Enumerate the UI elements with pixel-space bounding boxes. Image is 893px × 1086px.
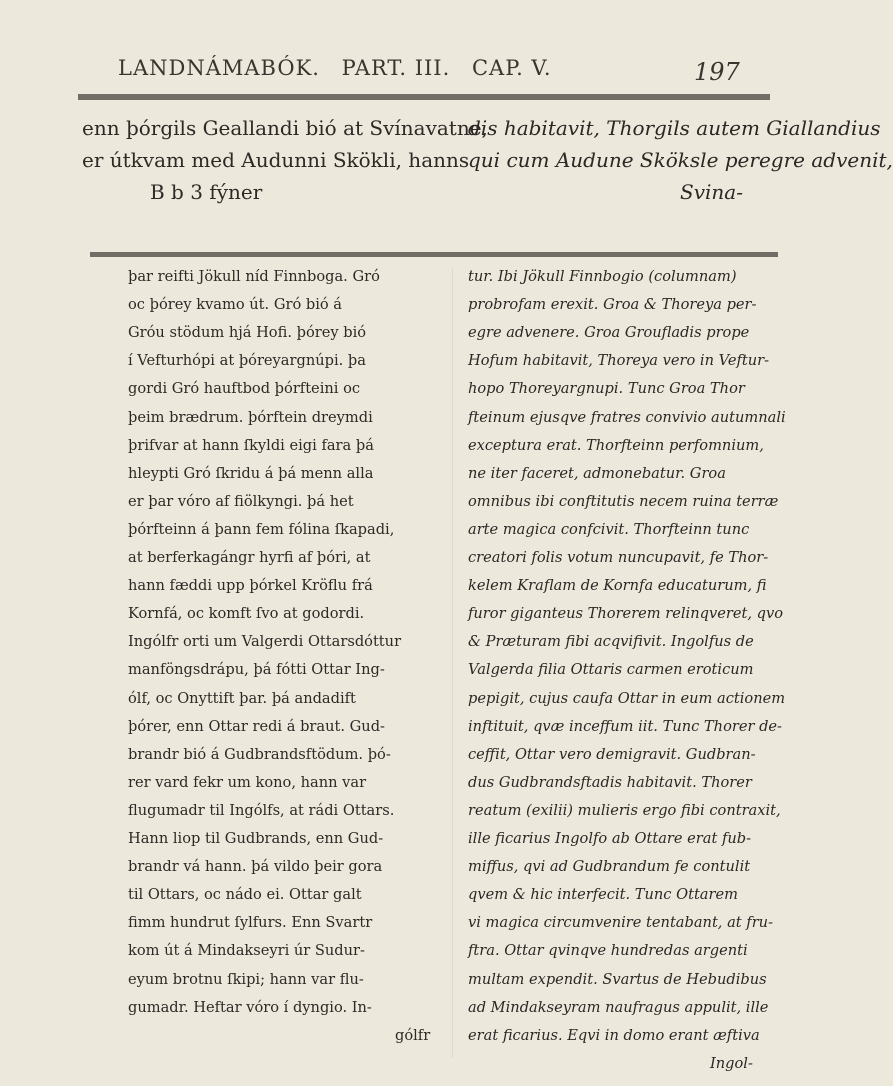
latin-line: ille ficarius Ingolfo ab Ottare erat fub- — [468, 830, 752, 847]
icelandic-line: Hann liop til Gudbrands, enn Gud- — [128, 830, 384, 847]
top-icelandic-line: enn þórgils Geallandi bió at Svínavatne, — [82, 116, 488, 140]
latin-line: vi magica circumvenire tentabant, at fru- — [468, 914, 774, 932]
icelandic-line: fimm hundrut ſylfurs. Enn Svartr — [128, 914, 373, 932]
icelandic-line: brandr vá hann. þá vildo þeir gora — [128, 858, 383, 876]
latin-line: egre advenere. Groa Groufladis prope — [468, 324, 750, 342]
icelandic-line: rer vard fekr um kono, hann var — [128, 773, 367, 791]
latin-line: ftra. Ottar qvinqve hundredas argenti — [468, 942, 748, 960]
latin-line: Hofum habitavit, Thoreya vero in Veftur- — [468, 352, 770, 370]
icelandic-line: er þar vóro af fiölkyngi. þá het — [128, 492, 354, 510]
latin-line: miffus, qvi ad Gudbrandum fe contulit — [468, 858, 751, 876]
icelandic-line: ólf, oc Onyttift þar. þá andadift — [128, 689, 356, 707]
latin-line: ad Mindakseyram naufragus appulit, ille — [468, 998, 769, 1016]
latin-line: ceffit, Ottar vero demigravit. Gudbran- — [468, 745, 756, 763]
icelandic-line: í Vefturhópi at þóreyargnúpi. þa — [128, 352, 366, 370]
icelandic-line: manföngsdrápu, þá fótti Ottar Ing- — [128, 661, 385, 679]
icelandic-line: flugumadr til Ingólfs, at rádi Ottars. — [128, 801, 395, 819]
icelandic-line: hann fæddi upp þórkel Kröflu frá — [128, 577, 373, 595]
icelandic-line: brandr bió á Gudbrandsftödum. þó- — [128, 745, 391, 763]
part-label: PART. III. — [341, 56, 451, 80]
icelandic-line: þrifvar at hann ſkyldi eigi fara þá — [128, 436, 374, 454]
latin-line: hopo Thoreyargnupi. Tunc Groa Thor — [468, 380, 745, 398]
latin-line: erat ficarius. Eqvi in domo erant æftiva — [468, 1026, 760, 1044]
latin-line: dus Gudbrandsftadis habitavit. Thorer — [468, 773, 752, 791]
latin-line: inftituit, qvæ inceffum iit. Tunc Thorer de- — [468, 717, 782, 735]
icelandic-line: gordi Gró hauftbod þórfteini oc — [128, 380, 361, 398]
latin-line: kelem Kraflam de Kornfa educaturum, fi — [468, 577, 767, 595]
icelandic-line: oc þórey kvamo út. Gró bió á — [128, 296, 343, 314]
latin-line: ne iter faceret, admonebatur. Groa — [468, 464, 726, 482]
latin-line: pepigit, cujus caufa Ottar in eum actionem — [468, 689, 786, 707]
icelandic-line: eyum brotnu ſkipi; hann var flu- — [128, 970, 364, 988]
latin-line: creatori folis votum nuncupavit, fe Thor- — [468, 549, 769, 566]
latin-line: fteinum ejusqve fratres convivio autumnali — [468, 408, 786, 426]
latin-line: tur. Ibi Jökull Finnbogio (columnam) — [468, 268, 737, 285]
column-divider — [452, 268, 453, 1058]
top-latin-line: qui cum Audune Sköksle peregre advenit, — [468, 148, 893, 172]
icelandic-line: þórfteinn á þann fem fólina ſkapadi, — [128, 520, 395, 538]
latin-line: arte magica confcivit. Thorfteinn tunc — [468, 520, 750, 538]
icelandic-line: þórer, enn Ottar redi á braut. Gud- — [128, 717, 385, 735]
running-head — [118, 56, 566, 80]
latin-line: reatum (exilii) mulieris ergo fibi contraxit, — [468, 801, 781, 819]
icelandic-line: gólfr — [395, 1026, 431, 1044]
top-icelandic-line: er útkvam med Audunni Skökli, hanns — [82, 148, 470, 172]
latin-line: & Præturam fibi acqvifivit. Ingolfus de — [468, 633, 754, 651]
icelandic-line: þar reifti Jökull níd Finnboga. Gró — [128, 268, 380, 285]
latin-line: qvem & hic interfecit. Tunc Ottarem — [468, 886, 738, 904]
top-latin-line: Svina- — [680, 180, 743, 204]
latin-line: Ingol- — [710, 1054, 753, 1072]
icelandic-line: gumadr. Heftar vóro í dyngio. In- — [128, 998, 372, 1016]
latin-line: multam expendit. Svartus de Hebudibus — [468, 970, 767, 988]
header-rule — [78, 94, 770, 100]
icelandic-line: Kornfá, oc komft ſvo at godordi. — [128, 605, 365, 623]
icelandic-line: Ingólfr orti um Valgerdi Ottarsdóttur — [128, 633, 402, 651]
latin-line: Valgerda filia Ottaris carmen eroticum — [468, 661, 754, 679]
icelandic-line: hleypti Gró ſkridu á þá menn alla — [128, 464, 374, 482]
latin-line: probrofam erexit. Groa & Thoreya per- — [468, 296, 757, 314]
chapter-label: CAP. V. — [471, 56, 552, 80]
book-title: LANDNÁMABÓK. — [118, 56, 320, 80]
icelandic-line: þeim brædrum. þórftein dreymdi — [128, 408, 373, 426]
latin-line: exceptura erat. Thorfteinn perfomnium, — [468, 436, 764, 454]
icelandic-line: Gróu stödum hjá Hofi. þórey bió — [128, 324, 367, 342]
icelandic-line: at berferkagángr hyrfi af þóri, at — [128, 549, 371, 566]
page-number: 197 — [694, 58, 740, 86]
section-rule — [90, 252, 778, 257]
top-latin-line: dis habitavit, Thorgils autem Giallandius — [468, 116, 881, 140]
icelandic-line: kom út á Mindakseyri úr Sudur- — [128, 942, 365, 960]
top-icelandic-line: B b 3 fýner — [150, 180, 263, 204]
latin-line: furor giganteus Thorerem relinqveret, qvo — [468, 605, 783, 623]
latin-line: omnibus ibi conftitutis necem ruina terræ — [468, 492, 779, 510]
icelandic-line: til Ottars, oc nádo ei. Ottar galt — [128, 886, 362, 904]
